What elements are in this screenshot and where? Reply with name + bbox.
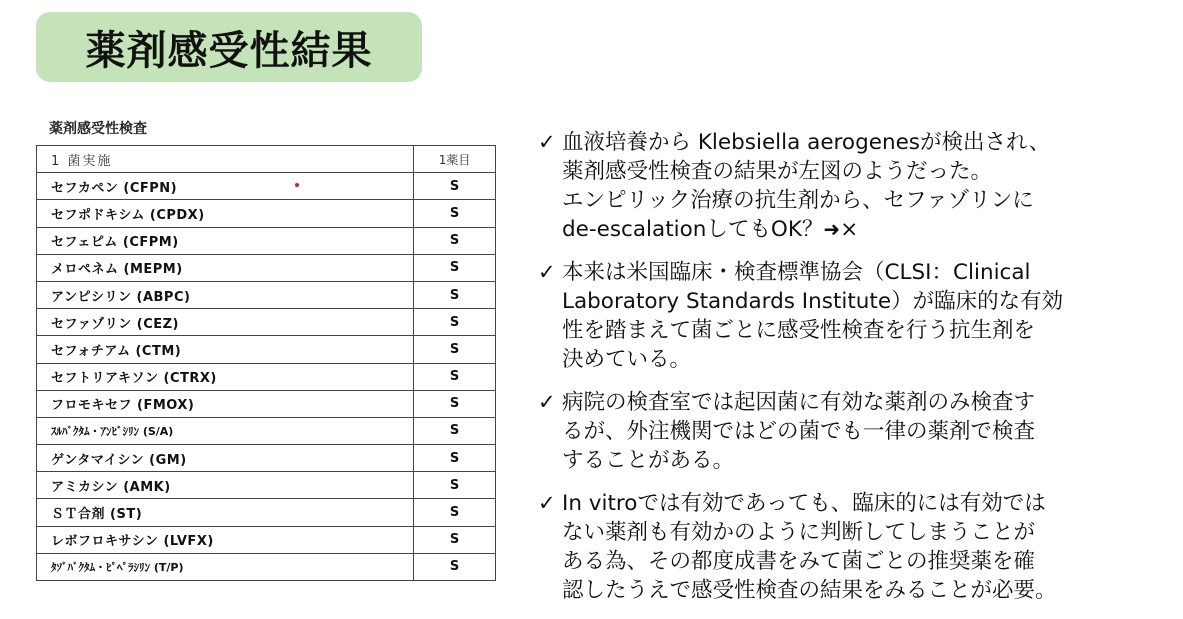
result-cell: S	[414, 254, 496, 281]
bullet-list	[538, 128, 1168, 619]
bullet-line: することがある。	[562, 448, 735, 473]
table-row	[37, 526, 496, 553]
bullet-line: 薬剤感受性検査の結果が左図のようだった。	[562, 159, 993, 184]
bullet-item	[538, 258, 1168, 374]
result-cell: S	[414, 499, 496, 526]
check-icon: ✓	[538, 130, 556, 154]
drug-name: ｽﾙﾊﾞｸﾀﾑ・ｱﾝﾋﾞｼﾘﾝ (S/A)	[37, 417, 414, 444]
table-row	[37, 472, 496, 499]
bullet-line: 性を踏まえて菌ごとに感受性検査を行う抗生剤を	[562, 318, 1036, 343]
result-cell: S	[414, 472, 496, 499]
bullet-line: ない薬剤も有効かのように判断してしまうことが	[562, 520, 1036, 545]
result-cell: S	[414, 227, 496, 254]
result-cell: S	[414, 390, 496, 417]
bullet-item	[538, 128, 1168, 244]
header-drug: 1 菌実施	[37, 146, 414, 173]
table-row	[37, 336, 496, 363]
drug-name: ＳＴ合剤 (ST)	[37, 499, 414, 526]
bullet-line: 認したうえで感受性検査の結果をみることが必要。	[562, 578, 1057, 603]
answer-mark: ×	[840, 217, 859, 242]
drug-name: フロモキセフ (FMOX)	[37, 390, 414, 417]
result-cell: S	[414, 445, 496, 472]
header-result: 1薬目	[414, 146, 496, 173]
drug-name: ゲンタマイシン (GM)	[37, 445, 414, 472]
red-dot-mark	[295, 183, 299, 187]
drug-name: ﾀｿﾞﾊﾞｸﾀﾑ・ﾋﾟﾍﾟﾗｼﾘﾝ (T/P)	[37, 553, 414, 580]
table-row	[37, 254, 496, 281]
result-cell: S	[414, 173, 496, 200]
result-cell: S	[414, 417, 496, 444]
bullet-line: 病院の検査室では起因菌に有効な薬剤のみ検査す	[562, 390, 1036, 415]
check-icon: ✓	[538, 491, 556, 515]
table-row	[37, 281, 496, 308]
result-cell: S	[414, 553, 496, 580]
table-row	[37, 445, 496, 472]
check-icon: ✓	[538, 260, 556, 284]
table-row	[37, 390, 496, 417]
result-cell: S	[414, 200, 496, 227]
table-row	[37, 200, 496, 227]
drug-name: セフェピム (CFPM)	[37, 227, 414, 254]
table-row	[37, 227, 496, 254]
bullet-line-with-answer	[562, 215, 1168, 244]
check-icon: ✓	[538, 390, 556, 414]
table-row	[37, 417, 496, 444]
result-cell: S	[414, 309, 496, 336]
title-banner	[36, 12, 422, 82]
bullet-line: るが、外注機関ではどの菌でも一律の薬剤で検査	[562, 419, 1036, 444]
result-cell: S	[414, 281, 496, 308]
drug-name: アンピシリン (ABPC)	[37, 281, 414, 308]
bullet-item	[538, 489, 1168, 605]
drug-name: レボフロキサシン (LVFX)	[37, 526, 414, 553]
arrow-right-icon: ➜	[823, 217, 841, 241]
table-row	[37, 173, 496, 200]
drug-name: アミカシン (AMK)	[37, 472, 414, 499]
bullet-line: Laboratory Standards Institute）が臨床的な有効	[562, 289, 1064, 314]
table-header-row	[37, 146, 496, 173]
drug-name: セフポドキシム (CPDX)	[37, 200, 414, 227]
result-cell: S	[414, 526, 496, 553]
page-title: 薬剤感受性結果	[85, 27, 373, 74]
bullet-line: 決めている。	[562, 347, 692, 372]
result-cell: S	[414, 336, 496, 363]
result-cell: S	[414, 363, 496, 390]
bullet-item	[538, 388, 1168, 475]
table-caption: 薬剤感受性検査	[49, 121, 147, 137]
drug-name: セフトリアキソン (CTRX)	[37, 363, 414, 390]
table-row	[37, 363, 496, 390]
table-row	[37, 499, 496, 526]
bullet-line: エンピリック治療の抗生剤から、セファゾリンに	[562, 188, 1034, 213]
table-row	[37, 553, 496, 580]
table-row	[37, 309, 496, 336]
bullet-line: ある為、その都度成書をみて菌ごとの推奨薬を確	[562, 549, 1036, 574]
drug-name: セフォチアム (CTM)	[37, 336, 414, 363]
susceptibility-table	[36, 145, 496, 581]
bullet-line: In vitroでは有効であっても、臨床的には有効では	[562, 491, 1046, 516]
drug-name: セファゾリン (CEZ)	[37, 309, 414, 336]
bullet-line: 血液培養から Klebsiella aerogenesが検出され、	[562, 130, 1051, 155]
bullet-line: 本来は米国臨床・検査標準協会（CLSI：Clinical	[562, 260, 1031, 285]
drug-name: セフカペン (CFPN)	[37, 173, 414, 200]
drug-name: メロペネム (MEPM)	[37, 254, 414, 281]
bullet-text: de-escalationしてもOK？	[562, 217, 824, 242]
